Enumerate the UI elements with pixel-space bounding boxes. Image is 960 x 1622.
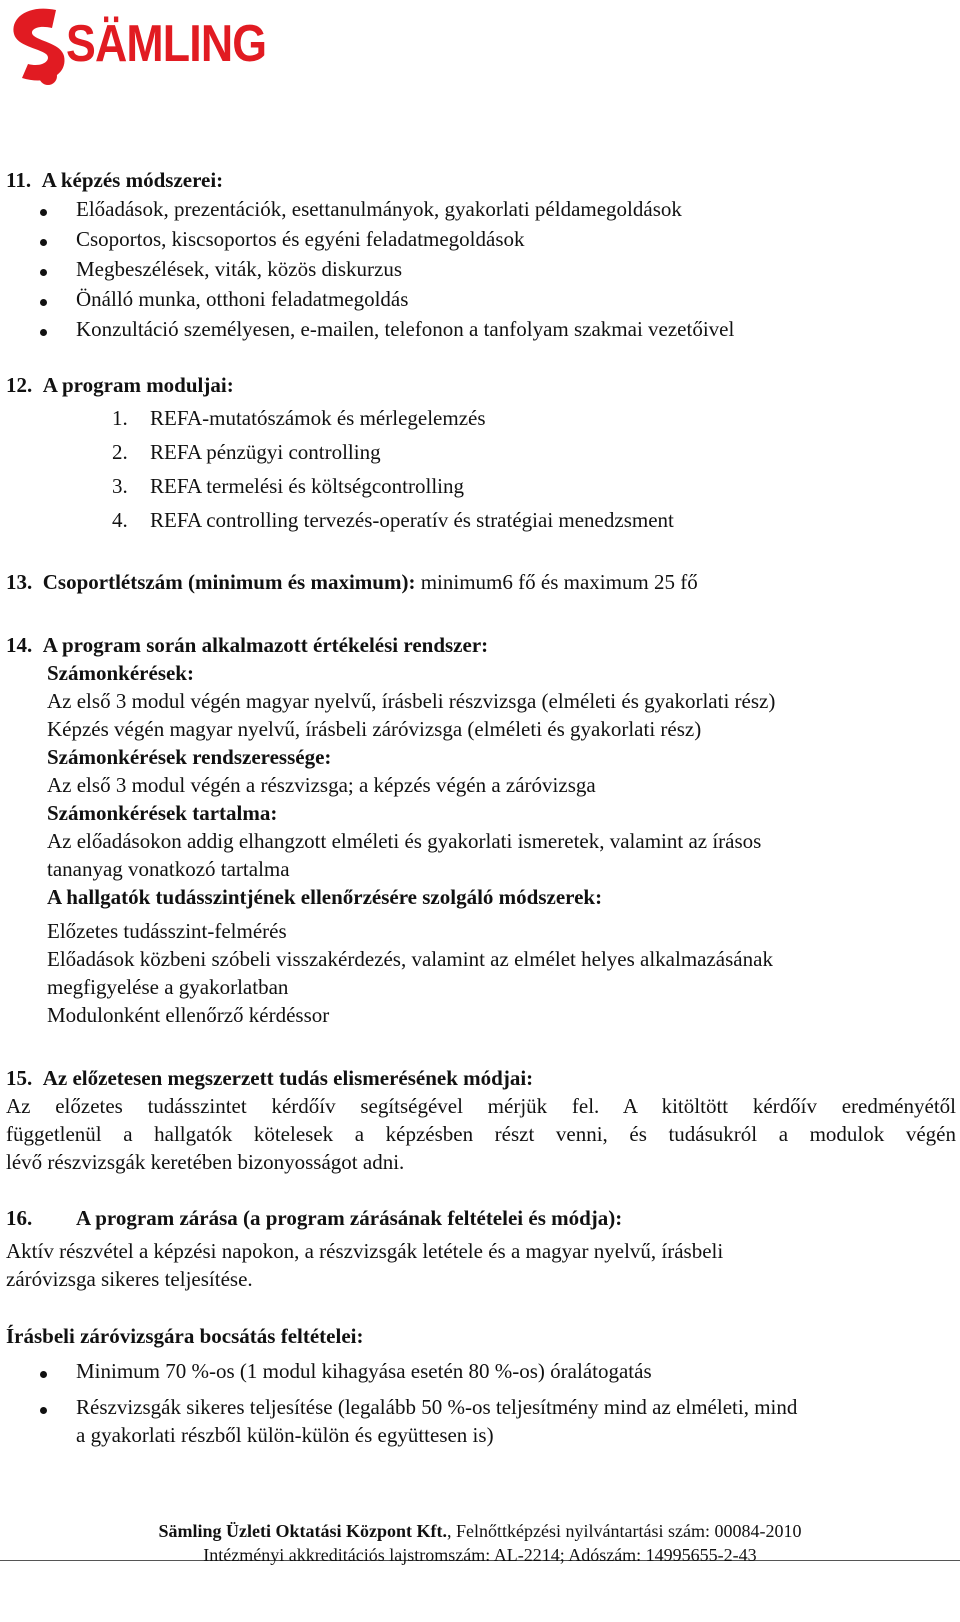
paragraph: Modulonként ellenőrző kérdéssor	[47, 1003, 330, 1027]
section-16-heading: A program zárása (a program zárásának feltételei és módja):	[76, 1206, 623, 1230]
module-number: 3.	[112, 474, 128, 498]
module-item: REFA-mutatószámok és mérlegelemzés	[150, 406, 486, 430]
section-16-number: 16.	[6, 1206, 33, 1230]
module-number: 1.	[112, 406, 128, 430]
group-size-value: minimum6 fő és maximum 25 fő	[415, 570, 698, 594]
bullet	[40, 209, 47, 216]
condition-item: a gyakorlati részből külön-külön és együttesen is)	[76, 1423, 494, 1447]
bullet	[40, 269, 47, 276]
paragraph: Az előzetes tudásszintet kérdőív segítségével mérjük fel. A kitöltött kérdőív eredményétől	[6, 1094, 956, 1118]
method-item: Előadások, prezentációk, esettanulmányok, gyakorlati példamegoldások	[76, 197, 682, 221]
method-item: Megbeszélések, viták, közös diskurzus	[76, 257, 403, 281]
bullet	[40, 1371, 47, 1378]
subheading: Számonkérések rendszeressége:	[47, 745, 332, 769]
module-number: 2.	[112, 440, 128, 464]
samling-logo	[8, 4, 267, 88]
paragraph: Előadások közbeni szóbeli visszakérdezés, valamint az elmélet helyes alkalmazásának	[47, 947, 773, 971]
paragraph: tananyag vonatkozó tartalma	[47, 857, 290, 881]
subheading: Számonkérések tartalma:	[47, 801, 278, 825]
paragraph: Az első 3 modul végén a részvizsga; a képzés végén a záróvizsga	[47, 773, 596, 797]
bullet	[40, 329, 47, 336]
method-item: Konzultáció személyesen, e-mailen, telefonon a tanfolyam szakmai vezetőivel	[76, 317, 735, 341]
logo-wordmark: SÄMLING	[66, 15, 267, 73]
module-item: REFA controlling tervezés-operatív és stratégiai menedzsment	[150, 508, 674, 532]
section-14-heading: 14. A program során alkalmazott értékelési rendszer:	[6, 633, 489, 657]
paragraph: Előzetes tudásszint-felmérés	[47, 919, 287, 943]
admission-heading: Írásbeli záróvizsgára bocsátás feltételei:	[6, 1324, 364, 1348]
paragraph: Aktív részvétel a képzési napokon, a részvizsgák letétele és a magyar nyelvű, írásbeli	[6, 1239, 724, 1263]
section-11-heading: 11. A képzés módszerei:	[6, 168, 224, 192]
module-item: REFA termelési és költségcontrolling	[150, 474, 464, 498]
paragraph: megfigyelése a gyakorlatban	[47, 975, 289, 999]
paragraph: függetlenül a hallgatók kötelesek a képzésben részt venni, és tudásukról a modulok végén	[6, 1122, 956, 1146]
section-15-heading: 15. Az előzetesen megszerzett tudás elismerésének módjai:	[6, 1066, 534, 1090]
condition-item: Részvizsgák sikeres teljesítése (legalább 50 %-os teljesítmény mind az elméleti, mind	[76, 1395, 798, 1419]
subheading: Számonkérések:	[47, 661, 194, 685]
footer-company: Sämling Üzleti Oktatási Központ Kft.	[158, 1521, 448, 1541]
module-item: REFA pénzügyi controlling	[150, 440, 381, 464]
method-item: Önálló munka, otthoni feladatmegoldás	[76, 287, 409, 311]
subheading: A hallgatók tudásszintjének ellenőrzésére szolgáló módszerek:	[47, 885, 603, 909]
section-13-line: 13. Csoportlétszám (minimum és maximum): minimum6 fő és maximum 25 fő	[6, 570, 698, 594]
bullet	[40, 1407, 47, 1414]
condition-item: Minimum 70 %-os (1 modul kihagyása esetén 80 %-os) óralátogatás	[76, 1359, 652, 1383]
module-number: 4.	[112, 508, 128, 532]
footer-line-1: Sämling Üzleti Oktatási Központ Kft., Felnőttképzési nyilvántartási szám: 00084-2010	[158, 1521, 802, 1541]
paragraph: lévő részvizsgák keretében bizonyosságot adni.	[6, 1150, 405, 1174]
paragraph: Az első 3 modul végén magyar nyelvű, írásbeli részvizsga (elméleti és gyakorlati rész)	[47, 689, 776, 713]
paragraph: Az előadásokon addig elhangzott elméleti és gyakorlati ismeretek, valamint az írásos	[47, 829, 762, 853]
section-12-heading: 12. A program moduljai:	[6, 373, 234, 397]
method-item: Csoportos, kiscsoportos és egyéni feladatmegoldások	[76, 227, 525, 251]
bullet	[40, 239, 47, 246]
bullet	[40, 299, 47, 306]
footer-line-2: Intézményi akkreditációs lajstromszám: AL-2214; Adószám: 14995655-2-43	[203, 1545, 757, 1565]
paragraph: záróvizsga sikeres teljesítése.	[6, 1267, 253, 1291]
paragraph: Képzés végén magyar nyelvű, írásbeli záróvizsga (elméleti és gyakorlati rész)	[47, 717, 702, 741]
